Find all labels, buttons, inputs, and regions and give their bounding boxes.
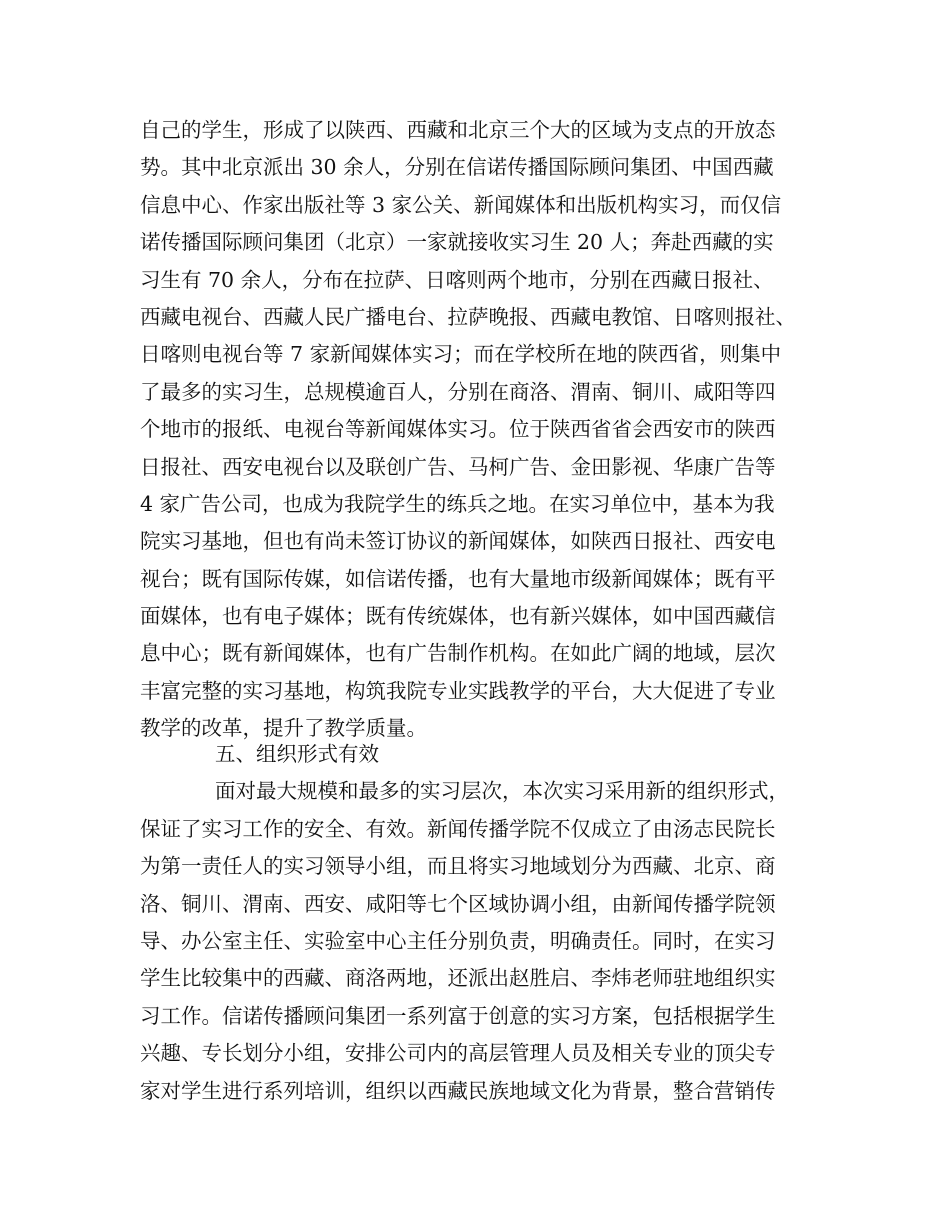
- text-line: 信息中心、作家出版社等 3 家公关、新闻媒体和出版机构实习，而仅信: [140, 192, 782, 217]
- text-line: 自己的学生，形成了以陕西、西藏和北京三个大的区域为支点的开放态: [140, 118, 776, 142]
- text-line: 息中心；既有新闻媒体，也有广告制作机构。在如此广阔的地域，层次: [140, 641, 776, 666]
- text-line: 习生有 70 余人，分布在拉萨、日喀则两个地市，分别在西藏日报社、: [140, 267, 774, 292]
- text-line: 习工作。信诺传播顾问集团一系列富于创意的实习方案，包括根据学生: [140, 1003, 776, 1028]
- text-line: 4 家广告公司，也成为我院学生的练兵之地。在实习单位中，基本为我: [140, 491, 775, 516]
- text-line: 个地市的报纸、电视台等新闻媒体实习。位于陕西省省会西安市的陕西: [140, 417, 776, 442]
- text-line: 面媒体，也有电子媒体；既有传统媒体，也有新兴媒体，如中国西藏信: [140, 604, 776, 629]
- text-line: 视台；既有国际传媒，如信诺传播，也有大量地市级新闻媒体；既有平: [140, 566, 776, 591]
- text-line: 丰富完整的实习基地，构筑我院专业实践教学的平台，大大促进了专业: [140, 678, 776, 703]
- section-heading: 五、组织形式有效: [215, 742, 379, 766]
- text-line: 保证了实习工作的安全、有效。新闻传播学院不仅成立了由汤志民院长: [140, 816, 776, 841]
- text-line: 面对最大规模和最多的实习层次，本次实习采用新的组织形式，: [215, 779, 789, 804]
- text-line: 导、办公室主任、实验室中心主任分别负责，明确责任。同时，在实习: [140, 928, 776, 953]
- text-line: 兴趣、专长划分小组，安排公司内的高层管理人员及相关专业的顶尖专: [140, 1041, 776, 1066]
- paragraph-continued: [140, 112, 830, 748]
- text-line: 家对学生进行系列培训，组织以西藏民族地域文化为背景，整合营销传: [140, 1078, 776, 1103]
- text-line: 洛、铜川、渭南、西安、咸阳等七个区域协调小组，由新闻传播学院领: [140, 891, 776, 916]
- text-line: 日喀则电视台等 7 家新闻媒体实习；而在学校所在地的陕西省，则集中: [140, 342, 782, 367]
- text-line: 院实习基地，但也有尚未签订协议的新闻媒体，如陕西日报社、西安电: [140, 529, 776, 554]
- text-line: 了最多的实习生，总规模逾百人，分别在商洛、渭南、铜川、咸阳等四: [140, 379, 776, 404]
- text-line: 为第一责任人的实习领导小组，而且将实习地域划分为西藏、北京、商: [140, 854, 776, 879]
- text-line: 西藏电视台、西藏人民广播电台、拉萨晚报、西藏电教馆、日喀则报社、: [140, 304, 796, 329]
- section-organization: [140, 736, 830, 1110]
- text-line: 教学的改革，提升了教学质量。: [140, 716, 427, 741]
- text-line: 学生比较集中的西藏、商洛两地，还派出赵胜启、李炜老师驻地组织实: [140, 966, 776, 991]
- text-line: 诺传播国际顾问集团（北京）一家就接收实习生 20 人；奔赴西藏的实: [140, 230, 774, 255]
- text-line: 势。其中北京派出 30 余人，分别在信诺传播国际顾问集团、中国西藏: [140, 155, 774, 180]
- text-line: 日报社、西安电视台以及联创广告、马柯广告、金田影视、华康广告等: [140, 454, 776, 479]
